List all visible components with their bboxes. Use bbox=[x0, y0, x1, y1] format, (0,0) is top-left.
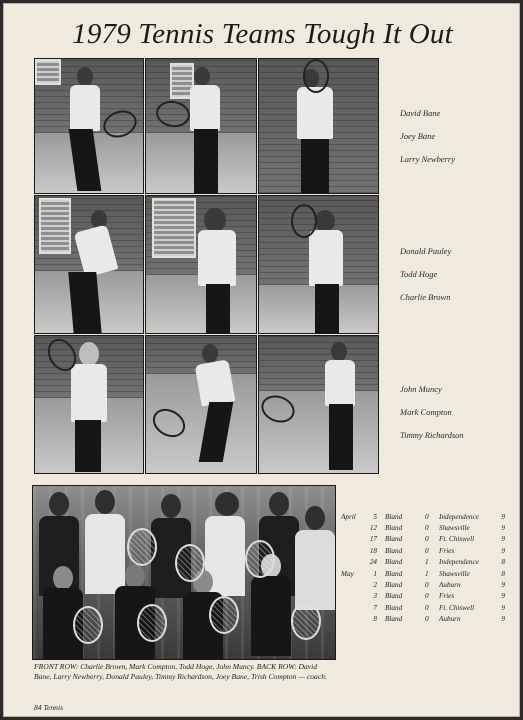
schedule-team: Bland bbox=[385, 615, 403, 624]
player-name: Larry Newberry bbox=[400, 154, 456, 164]
schedule-score: 0 bbox=[425, 546, 429, 555]
schedule-opponent-score: 8 bbox=[501, 558, 505, 567]
player-photo-8 bbox=[145, 335, 257, 474]
schedule-team: Bland bbox=[385, 581, 403, 590]
schedule-opponent-score: 9 bbox=[501, 581, 505, 590]
names-row-2 bbox=[400, 246, 451, 315]
schedule-day: 5 bbox=[373, 512, 377, 521]
schedule-team: Bland bbox=[385, 546, 403, 555]
player-photo-6 bbox=[258, 195, 379, 334]
schedule-day: 24 bbox=[369, 558, 377, 567]
schedule-opponent: Ft. Chiswell bbox=[439, 535, 475, 544]
schedule-team: Bland bbox=[385, 524, 403, 533]
schedule-month: April bbox=[341, 512, 356, 521]
player-photo-5 bbox=[145, 195, 257, 334]
schedule-score: 0 bbox=[425, 603, 429, 612]
schedule-opponent: Fries bbox=[439, 546, 455, 555]
schedule-month: May bbox=[341, 569, 354, 578]
player-photo-3 bbox=[258, 58, 379, 194]
player-name: Timmy Richardson bbox=[400, 430, 464, 440]
schedule-opponent: Auburn bbox=[439, 581, 461, 590]
schedule-score: 0 bbox=[425, 512, 429, 521]
schedule-day: 1 bbox=[373, 569, 377, 578]
schedule-opponent-score: 8 bbox=[501, 569, 505, 578]
names-row-3 bbox=[400, 384, 464, 453]
schedule-day: 12 bbox=[369, 524, 377, 533]
page-folio: 84 Tennis bbox=[34, 703, 64, 712]
schedule-score: 1 bbox=[425, 569, 429, 578]
schedule-row bbox=[341, 614, 505, 625]
schedule-month bbox=[341, 591, 365, 602]
schedule-day: 18 bbox=[369, 546, 377, 555]
schedule-score: 0 bbox=[425, 592, 429, 601]
player-name: Charlie Brown bbox=[400, 292, 451, 302]
schedule-team: Bland bbox=[385, 569, 403, 578]
schedule-opponent-score: 9 bbox=[501, 535, 505, 544]
schedule-score: 0 bbox=[425, 524, 429, 533]
schedule-row bbox=[341, 602, 505, 613]
player-photo-1 bbox=[34, 58, 144, 194]
schedule-team: Bland bbox=[385, 512, 403, 521]
player-name: Mark Compton bbox=[400, 407, 452, 417]
player-photo-9 bbox=[258, 335, 379, 474]
schedule-month bbox=[341, 602, 365, 613]
schedule-row bbox=[341, 579, 505, 590]
schedule-opponent-score: 9 bbox=[501, 512, 505, 521]
schedule-team: Bland bbox=[385, 535, 403, 544]
schedule-score: 0 bbox=[425, 615, 429, 624]
schedule-score: 0 bbox=[425, 581, 429, 590]
schedule-team: Bland bbox=[385, 592, 403, 601]
player-photo-4 bbox=[34, 195, 144, 334]
page-title: 1979 Tennis Teams Tough It Out bbox=[72, 18, 453, 50]
schedule-opponent-score: 9 bbox=[501, 546, 505, 555]
player-photo-2 bbox=[145, 58, 257, 194]
player-name: Joey Bane bbox=[400, 131, 436, 141]
schedule-opponent-score: 9 bbox=[501, 615, 505, 624]
schedule-day: 3 bbox=[373, 592, 377, 601]
schedule-row bbox=[341, 591, 505, 602]
schedule-month bbox=[341, 614, 365, 625]
team-photo bbox=[32, 485, 336, 660]
schedule-month bbox=[341, 579, 365, 590]
schedule-opponent: Fries bbox=[439, 592, 455, 601]
schedule-row bbox=[341, 534, 505, 545]
player-name: Donald Pauley bbox=[400, 246, 452, 256]
schedule-day: 8 bbox=[373, 615, 377, 624]
schedule-day: 7 bbox=[373, 603, 377, 612]
schedule-score: 1 bbox=[425, 558, 429, 567]
schedule-day: 2 bbox=[373, 581, 377, 590]
player-name: Todd Hoge bbox=[400, 269, 438, 279]
schedule-row bbox=[341, 545, 505, 556]
player-photo-7 bbox=[34, 335, 144, 474]
yearbook-page bbox=[3, 3, 520, 717]
schedule-month bbox=[341, 522, 365, 533]
schedule-row bbox=[341, 557, 505, 568]
schedule-team: Bland bbox=[385, 603, 403, 612]
schedule-day: 17 bbox=[369, 535, 377, 544]
player-name: John Muncy bbox=[400, 384, 442, 394]
team-caption: FRONT ROW: Charlie Brown, Mark Compton, Todd Hoge, John Muncy. BACK ROW: David Bane, Larry Newberry, Donald Pauley, Timmy Richardson, Joey Bane, Trish Compton — coach. bbox=[34, 662, 327, 681]
schedule-month bbox=[341, 545, 365, 556]
schedule-opponent: Shawsville bbox=[439, 569, 470, 578]
schedule-team: Bland bbox=[385, 558, 403, 567]
schedule-opponent: Independence bbox=[439, 558, 479, 567]
match-schedule bbox=[341, 511, 505, 625]
schedule-opponent-score: 9 bbox=[501, 524, 505, 533]
schedule-opponent-score: 9 bbox=[501, 603, 505, 612]
schedule-score: 0 bbox=[425, 535, 429, 544]
schedule-opponent: Ft. Chiswell bbox=[439, 603, 475, 612]
schedule-month bbox=[341, 557, 365, 568]
schedule-row bbox=[341, 522, 505, 533]
schedule-row bbox=[341, 568, 505, 579]
schedule-month bbox=[341, 534, 365, 545]
names-row-1 bbox=[400, 108, 455, 177]
schedule-opponent-score: 9 bbox=[501, 592, 505, 601]
schedule-opponent: Shawsville bbox=[439, 524, 470, 533]
player-name: David Bane bbox=[400, 108, 441, 118]
schedule-opponent: Auburn bbox=[439, 615, 461, 624]
schedule-row bbox=[341, 511, 505, 522]
schedule-opponent: Independence bbox=[439, 512, 479, 521]
